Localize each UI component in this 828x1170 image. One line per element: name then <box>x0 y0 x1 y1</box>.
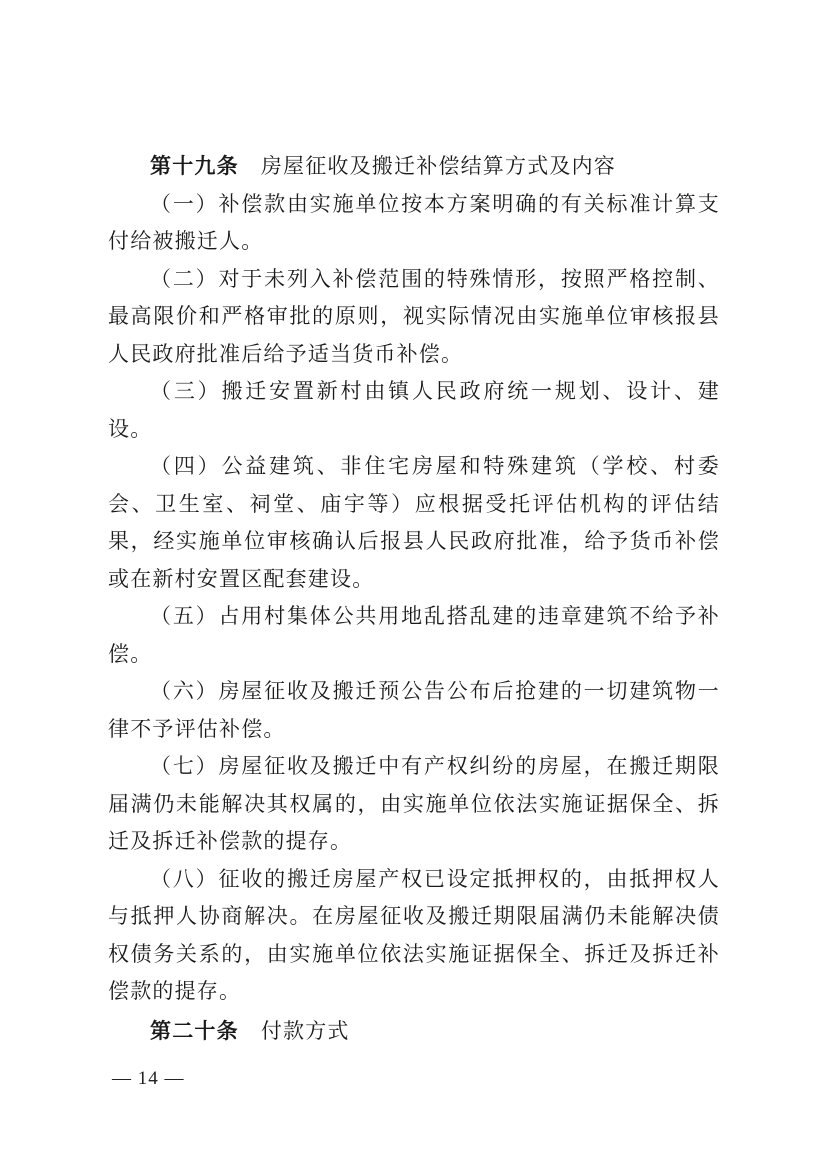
paragraph-1: （一）补偿款由实施单位按本方案明确的有关标准计算支付给被搬迁人。 <box>108 191 720 253</box>
paragraph-6: （六）房屋征收及搬迁预公告公布后抢建的一切建筑物一律不予评估补偿。 <box>108 679 720 741</box>
article-19-heading <box>108 148 720 186</box>
paragraph-3: （三）搬迁安置新村由镇人民政府统一规划、设计、建设。 <box>108 379 720 441</box>
article-20-label: 第二十条 <box>150 1018 239 1043</box>
article-19-title: 房屋征收及搬迁补偿结算方式及内容 <box>260 154 617 178</box>
paragraph-7: （七）房屋征收及搬迁中有产权纠纷的房屋，在搬迁期限届满仍未能解决其权属的，由实施单位依法实施证据保全、拆迁及拆迁补偿款的提存。 <box>108 754 720 853</box>
article-19-label: 第十九条 <box>150 154 239 178</box>
paragraph-2: （二）对于未列入补偿范围的特殊情形，按照严格控制、最高限价和严格审批的原则，视实际情况由实施单位审核报县人民政府批准后给予适当货币补偿。 <box>108 266 720 366</box>
paragraph-4: （四）公益建筑、非住宅房屋和特殊建筑（学校、村委会、卫生室、祠堂、庙宇等）应根据受托评估机构的评估结果，经实施单位审核确认后报县人民政府批准，给予货币补偿或在新村安置区配套建设。 <box>108 454 720 591</box>
article-20-title: 付款方式 <box>260 1018 350 1043</box>
paragraph-8: （八）征收的搬迁房屋产权已设定抵押权的，由抵押权人与抵押人协商解决。在房屋征收及搬迁期限届满仍未能解决债权债务关系的，由实施单位依法实施证据保全、拆迁及拆迁补偿款的提存。 <box>108 866 720 1003</box>
document-body <box>108 148 720 1050</box>
page-number: — 14 — <box>112 1068 185 1089</box>
article-20-heading <box>108 1013 720 1051</box>
paragraph-5: （五）占用村集体公共用地乱搭乱建的违章建筑不给予补偿。 <box>108 604 720 666</box>
